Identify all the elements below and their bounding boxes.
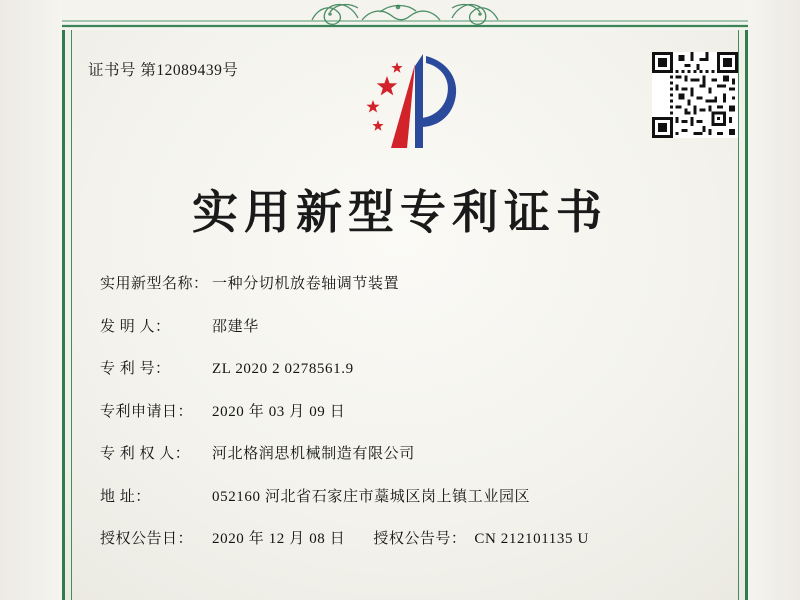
field-label-grant-number: 授权公告号： <box>373 531 467 547</box>
field-row-inventor <box>100 315 710 336</box>
field-value-grant-date: 2020 年 12 月 08 日 <box>212 531 346 547</box>
ornamental-top-band <box>62 0 748 30</box>
field-label: 专 利 权 人： <box>100 446 191 462</box>
field-row-patentee <box>100 442 710 463</box>
cnipa-emblem-icon <box>363 48 473 158</box>
scan-margin-right <box>748 0 800 600</box>
field-value: 邵建华 <box>212 318 259 335</box>
field-value: ZL 2020 2 0278561.9 <box>212 361 354 377</box>
field-label: 地 址： <box>100 488 151 505</box>
certificate-serial-number: 证书号 第12089439号 <box>88 62 239 79</box>
scan-margin-left <box>0 0 62 600</box>
field-label: 专利申请日： <box>100 403 194 420</box>
qr-code-icon <box>652 52 738 138</box>
field-row-grant-announcement <box>100 527 710 548</box>
field-label: 实用新型名称： <box>100 276 209 292</box>
field-label: 发 明 人： <box>100 318 171 335</box>
field-value: 河北格润思机械制造有限公司 <box>212 446 415 462</box>
field-row-patent-number <box>100 357 710 378</box>
field-value: 一种分切机放卷轴调节装置 <box>212 276 400 292</box>
field-value: 052160 河北省石家庄市藁城区岗上镇工业园区 <box>212 488 531 505</box>
field-row-address <box>100 485 710 506</box>
grant-number-group <box>373 527 589 548</box>
field-label: 专 利 号： <box>100 361 171 377</box>
field-row-application-date <box>100 400 710 421</box>
field-value: 2020 年 03 月 09 日 <box>212 403 346 420</box>
field-label-grant-date: 授权公告日： <box>100 531 194 547</box>
certificate-fields <box>100 272 710 548</box>
field-value-grant-number: CN 212101135 U <box>474 531 589 547</box>
page-title: 实用新型专利证书 <box>192 185 608 239</box>
field-row-utility-model-name <box>100 272 710 293</box>
